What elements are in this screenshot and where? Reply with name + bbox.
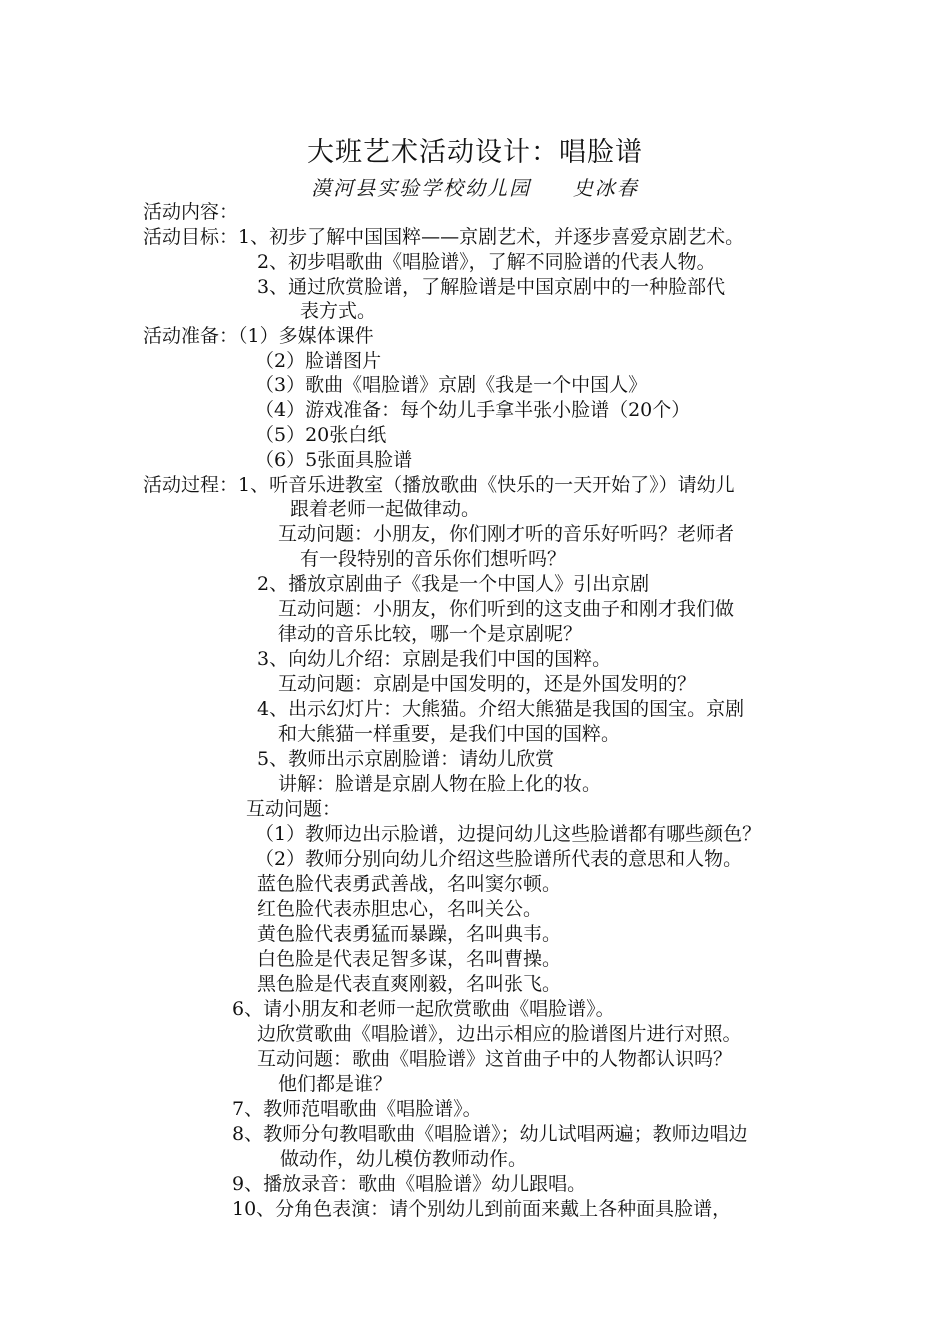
text-line: （1）教师边出示脸谱，边提问幼儿这些脸谱都有哪些颜色？ [255,823,762,845]
document-title: 大班艺术活动设计：唱脸谱 [307,137,643,168]
text-line: 黄色脸代表勇猛而暴躁，名叫典韦。 [257,923,562,945]
text-line: 活动准备：（1）多媒体课件 [143,325,374,347]
text-line: （2）脸谱图片 [255,350,382,372]
text-line: （5）20张白纸 [255,424,387,446]
text-line: 跟着老师一起做律动。 [290,498,481,520]
text-line: 互动问题：小朋友，你们刚才听的音乐好听吗？老师者 [278,523,735,545]
text-line: 边欣赏歌曲《唱脸谱》，边出示相应的脸谱图片进行对照。 [257,1023,742,1045]
text-line: 表方式。 [300,300,377,322]
text-line: 讲解：脸谱是京剧人物在脸上化的妆。 [278,773,602,795]
text-line: 律动的音乐比较，哪一个是京剧呢？ [278,623,583,645]
text-line: 互动问题： [246,798,342,820]
text-line: 2、初步唱歌曲《唱脸谱》，了解不同脸谱的代表人物。 [257,251,716,273]
text-line: 4、出示幻灯片：大熊猫。介绍大熊猫是我国的国宝。京剧 [257,698,745,720]
text-line: 互动问题：京剧是中国发明的，还是外国发明的？ [278,673,697,695]
text-line: 2、播放京剧曲子《我是一个中国人》引出京剧 [257,573,650,595]
text-line: 活动过程：1、听音乐进教室（播放歌曲《快乐的一天开始了》）请幼儿 [143,474,735,496]
text-line: 5、教师出示京剧脸谱：请幼儿欣赏 [257,748,555,770]
text-line: 3、通过欣赏脸谱，了解脸谱是中国京剧中的一种脸部代 [257,276,726,298]
text-line: （3）歌曲《唱脸谱》京剧《我是一个中国人》 [255,374,648,396]
text-line: 活动内容： [143,201,239,223]
text-line: 白色脸是代表足智多谋，名叫曹操。 [257,948,562,970]
document-author-line: 漠河县实验学校幼儿园 史冰春 [311,176,639,200]
text-line: 红色脸代表赤胆忠心，名叫关公。 [257,898,543,920]
text-line: 6、请小朋友和老师一起欣赏歌曲《唱脸谱》。 [232,998,615,1020]
text-line: 10、分角色表演：请个别幼儿到前面来戴上各种面具脸谱， [232,1198,732,1220]
text-line: 蓝色脸代表勇武善战，名叫窦尔顿。 [257,873,562,895]
text-line: 互动问题：小朋友，你们听到的这支曲子和刚才我们做 [278,598,735,620]
text-line: 活动目标：1、初步了解中国国粹——京剧艺术，并逐步喜爱京剧艺术。 [143,226,745,248]
text-line: 有一段特别的音乐你们想听吗？ [300,548,567,570]
text-line: 互动问题：歌曲《唱脸谱》这首曲子中的人物都认识吗？ [257,1048,733,1070]
text-line: 7、教师范唱歌曲《唱脸谱》。 [232,1098,482,1120]
text-line: 8、教师分句教唱歌曲《唱脸谱》；幼儿试唱两遍；教师边唱边 [232,1123,748,1145]
text-line: 他们都是谁？ [278,1073,393,1095]
text-line: （4）游戏准备：每个幼儿手拿半张小脸谱（20个） [255,399,691,421]
text-line: 和大熊猫一样重要，是我们中国的国粹。 [278,723,621,745]
text-line: （6）5张面具脸谱 [255,449,413,471]
text-line: 黑色脸是代表直爽刚毅，名叫张飞。 [257,973,562,995]
text-line: 3、向幼儿介绍：京剧是我们中国的国粹。 [257,648,612,670]
text-line: 做动作，幼儿模仿教师动作。 [280,1148,528,1170]
text-line: 9、播放录音：歌曲《唱脸谱》幼儿跟唱。 [232,1173,587,1195]
text-line: （2）教师分别向幼儿介绍这些脸谱所代表的意思和人物。 [255,848,743,870]
